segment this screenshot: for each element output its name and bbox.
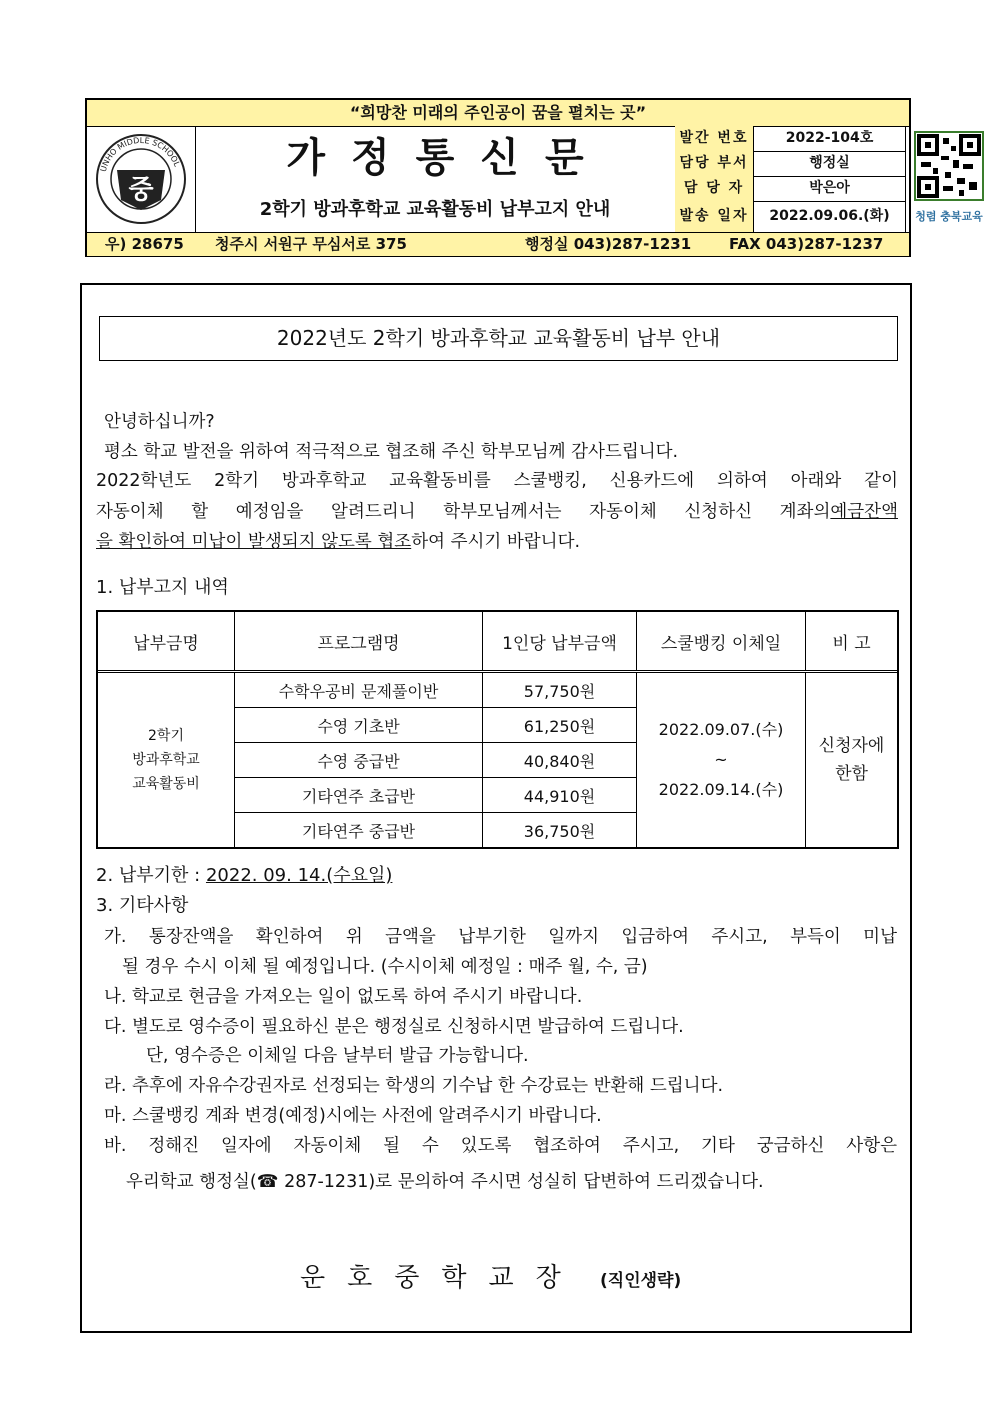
page-title: 가정통신문 xyxy=(286,134,610,181)
table-row-program: 수영 중급반 xyxy=(235,743,483,778)
table-row-program: 기타연주 초급반 xyxy=(235,778,483,813)
department-label: 담당 부서 xyxy=(675,151,754,176)
table-row-amount: 36,750원 xyxy=(483,813,637,847)
intro-line-3 xyxy=(96,528,580,556)
intro-line-2-text: 자동이체 할 예정임을 알려드리니 학부모님께서는 자동이체 신청하신 계좌의 xyxy=(96,502,831,522)
other-item-ga-line-1: 가. 통장잔액을 확인하여 위 금액을 납부기한 일까지 입금하여 주시고, 부득이 미납 xyxy=(104,927,897,947)
intro-line-3-text: 하여 주시기 바랍니다. xyxy=(411,532,581,552)
prevent-arrears-emphasis: 을 확인하여 미납이 발생되지 않도록 협조 xyxy=(96,532,412,552)
send-date-label: 발송 일자 xyxy=(675,201,754,232)
school-logo xyxy=(87,126,195,232)
address-bar xyxy=(87,232,909,256)
deposit-balance-emphasis: 예금잔액 xyxy=(830,502,898,522)
due-date-value: 2022. 09. 14.(수요일) xyxy=(205,865,393,886)
other-item-ba-line-1: 바. 정해진 일자에 자동이체 될 수 있도록 협조하여 주시고, 기타 궁금하신 사항은 xyxy=(104,1136,897,1156)
table-row-amount: 44,910원 xyxy=(483,778,637,813)
send-date-row xyxy=(675,201,905,232)
title-cell xyxy=(195,126,676,232)
table-row-program: 수학우공비 문제풀이반 xyxy=(235,673,483,708)
other-item-ba-line-2: 우리학교 행정실(☎ 287-1231)로 문의하여 주시면 성실히 답변하여 드리겠습니다. xyxy=(126,1172,764,1192)
transfer-range-separator: ~ xyxy=(714,750,728,769)
table-row-amount: 40,840원 xyxy=(483,743,637,778)
other-item-da-line-2: 단, 영수증은 이체일 다음 날부터 발급 가능합니다. xyxy=(146,1046,529,1066)
issue-number-value: 2022-104호 xyxy=(785,130,874,146)
fax-number: FAX 043)287-1237 xyxy=(729,235,884,253)
page-subtitle: 2학기 방과후학교 교육활동비 납부고지 안내 xyxy=(259,199,611,220)
logo-ring-text: UNHO MIDDLE SCHOOL xyxy=(98,135,182,173)
col-header-transfer-date: 스쿨뱅킹 이체일 xyxy=(637,612,806,670)
department-row xyxy=(675,151,905,177)
transfer-date-cell xyxy=(637,673,806,847)
qr-code-icon xyxy=(905,126,992,206)
other-item-ga-line-2: 될 경우 수시 이체 될 예정입니다. (수시이체 예정일 : 매주 월, 수, 금) xyxy=(122,957,648,977)
thanks-line: 평소 학교 발전을 위하여 적극적으로 협조해 주신 학부모님께 감사드립니다. xyxy=(104,442,679,462)
section-3-heading: 3. 기타사항 xyxy=(96,895,189,916)
payment-table xyxy=(96,610,899,849)
notice-title: 2022년도 2학기 방과후학교 교육활동비 납부 안내 xyxy=(99,316,898,361)
other-item-ra: 라. 추후에 자유수강권자로 선정되는 학생의 기수납 한 수강료는 반환해 드립니다. xyxy=(104,1076,724,1096)
remarks-cell xyxy=(806,673,897,847)
table-row-program: 기타연주 중급반 xyxy=(235,813,483,847)
other-item-na: 나. 학교로 현금을 가져오는 일이 없도록 하여 주시기 바랍니다. xyxy=(104,987,583,1007)
seal-omitted-note: (직인생략) xyxy=(600,1271,682,1291)
logo-char: 중 xyxy=(128,175,154,205)
school-slogan: “희망찬 미래의 주인공이 꿈을 펼치는 곳” xyxy=(87,100,909,127)
qr-caption: 청렴 충북교육 xyxy=(915,210,983,223)
fee-name-line-1: 2학기 xyxy=(148,728,184,744)
issue-info-table xyxy=(675,126,906,232)
fee-name-cell xyxy=(98,673,235,847)
col-header-program: 프로그램명 xyxy=(235,612,483,670)
intro-line-1: 2022학년도 2학기 방과후학교 교육활동비를 스쿨뱅킹, 신용카드에 의하여 아래와 같이 xyxy=(96,471,898,491)
other-item-da-line-1: 다. 별도로 영수증이 필요하신 분은 행정실로 신청하시면 발급하여 드립니다. xyxy=(104,1017,684,1037)
other-item-ma: 마. 스쿨뱅킹 계좌 변경(예정)시에는 사전에 알려주시기 바랍니다. xyxy=(104,1106,602,1126)
zip-code: 우) 28675 xyxy=(105,235,184,253)
manager-row xyxy=(675,176,905,202)
due-date-label: 2. 납부기한 : xyxy=(96,865,206,886)
section-1-heading: 1. 납부고지 내역 xyxy=(96,577,229,598)
issue-number-row xyxy=(675,126,905,152)
col-header-fee-name: 납부금명 xyxy=(98,612,235,670)
letter-header xyxy=(85,98,983,257)
table-row-amount: 61,250원 xyxy=(483,708,637,743)
col-header-note: 비 고 xyxy=(832,633,871,654)
school-logo-cell xyxy=(87,126,196,232)
fee-name-line-3: 교육활동비 xyxy=(132,776,200,792)
office-phone: 행정실 043)287-1231 xyxy=(525,235,692,253)
col-header-amount: 1인당 납부금액 xyxy=(483,612,637,670)
manager-value: 박은아 xyxy=(809,180,850,196)
intro-line-2 xyxy=(96,498,898,526)
section-2-heading xyxy=(96,862,392,890)
department-value: 행정실 xyxy=(809,155,850,171)
greeting: 안녕하십니까? xyxy=(104,412,215,432)
transfer-start-date: 2022.09.07.(수) xyxy=(658,720,784,739)
street-address: 청주시 서원구 무심서로 375 xyxy=(215,235,407,253)
qr-cell xyxy=(905,126,992,232)
remarks-line-1: 신청자에 xyxy=(818,736,885,756)
manager-label: 담 당 자 xyxy=(675,176,754,201)
issue-number-label: 발간 번호 xyxy=(675,126,754,151)
principal-signature: 운호중학교장 xyxy=(300,1263,583,1293)
table-row-program: 수영 기초반 xyxy=(235,708,483,743)
send-date-value: 2022.09.06.(화) xyxy=(769,208,890,224)
transfer-end-date: 2022.09.14.(수) xyxy=(658,780,784,799)
remarks-line-2: 한함 xyxy=(835,764,868,784)
fee-name-line-2: 방과후학교 xyxy=(132,752,200,768)
table-row-amount: 57,750원 xyxy=(483,673,637,708)
